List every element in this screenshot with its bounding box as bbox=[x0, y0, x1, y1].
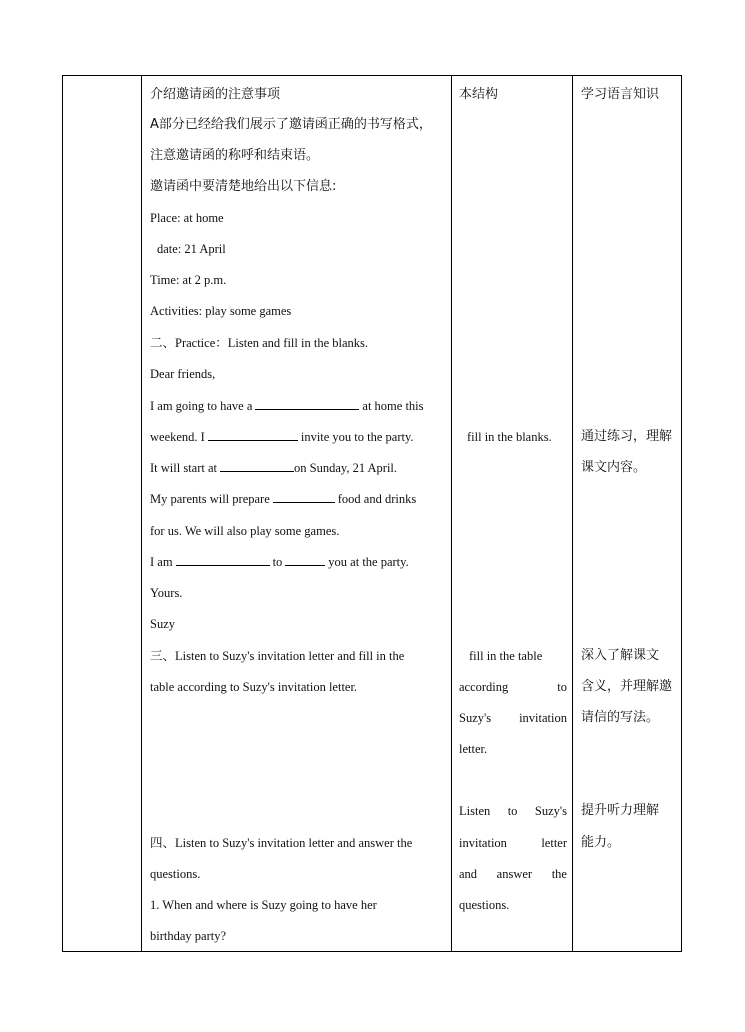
intro-title: 介绍邀请函的注意事项 bbox=[150, 87, 281, 102]
structure-listen-2 bbox=[459, 835, 567, 851]
letter-line-6-start: I am bbox=[150, 555, 173, 569]
structure-fill-table-3-text: Suzy's invitation bbox=[459, 711, 567, 725]
column-divider-1 bbox=[141, 76, 142, 951]
letter-greeting: Dear friends, bbox=[150, 367, 216, 381]
structure-fill-blanks: fill in the blanks. bbox=[467, 430, 552, 444]
info-time: Time: at 2 p.m. bbox=[150, 273, 227, 287]
letter-line-3-start: It will start at bbox=[150, 461, 217, 475]
letter-line-2-start: weekend. I bbox=[150, 430, 205, 444]
column-divider-2 bbox=[451, 76, 452, 951]
structure-fill-table-1 bbox=[469, 648, 567, 664]
knowledge-header: 学习语言知识 bbox=[581, 87, 660, 102]
knowledge-practice-2: 课文内容。 bbox=[581, 460, 647, 475]
knowledge-listening-2: 能力。 bbox=[581, 835, 621, 850]
structure-listen-3 bbox=[459, 866, 567, 882]
knowledge-letter-3: 请信的写法。 bbox=[581, 710, 660, 725]
letter-line-1-start: I am going to have a bbox=[150, 399, 253, 413]
structure-listen-2-text: invitation letter bbox=[459, 836, 567, 850]
info-place: Place: at home bbox=[150, 211, 224, 225]
table-cell-structure bbox=[459, 76, 567, 951]
structure-listen-1 bbox=[459, 803, 567, 819]
structure-fill-table-2-text: according to bbox=[459, 680, 567, 694]
info-activities: Activities: play some games bbox=[150, 304, 292, 318]
structure-fill-table-1-text: fill in the table bbox=[469, 649, 543, 663]
structure-fill-table-4: letter. bbox=[459, 742, 488, 756]
section-4-line-2: questions. bbox=[150, 867, 201, 881]
blank-1[interactable] bbox=[255, 398, 359, 410]
section-4-line-1: 四、Listen to Suzy's invitation letter and answer the bbox=[150, 836, 413, 850]
blank-6[interactable] bbox=[285, 554, 325, 566]
knowledge-practice-1: 通过练习，理解 bbox=[581, 429, 673, 444]
table-border-right bbox=[681, 76, 682, 951]
letter-line-6 bbox=[150, 554, 409, 570]
intro-line-2: 注意邀请函的称呼和结束语。 bbox=[150, 148, 320, 163]
question-1-line-1: 1. When and where is Suzy going to have her bbox=[150, 898, 377, 912]
letter-line-3-end: on Sunday, 21 April. bbox=[294, 461, 398, 475]
structure-listen-4: questions. bbox=[459, 898, 510, 912]
info-date: date: 21 April bbox=[157, 242, 226, 256]
intro-line-1: A部分已经给我们展示了邀请函正确的书写格式， bbox=[150, 117, 432, 132]
blank-2[interactable] bbox=[208, 429, 298, 441]
letter-line-5: for us. We will also play some games. bbox=[150, 524, 340, 538]
structure-listen-3-text: and answer the bbox=[459, 867, 567, 881]
section-3-line-2: table according to Suzy's invitation letter. bbox=[150, 680, 358, 694]
letter-line-2-end: invite you to the party. bbox=[300, 430, 414, 444]
letter-line-3 bbox=[150, 460, 397, 476]
structure-fill-table-3 bbox=[459, 710, 567, 726]
letter-line-6-end: you at the party. bbox=[328, 555, 409, 569]
letter-line-1-end: at home this bbox=[362, 399, 424, 413]
knowledge-letter-2: 含义，并理解邀 bbox=[581, 679, 673, 694]
section-3-line-1: 三、Listen to Suzy's invitation letter and fill in the bbox=[150, 649, 405, 663]
blank-5[interactable] bbox=[176, 554, 270, 566]
letter-closing: Yours. bbox=[150, 586, 183, 600]
table-cell-knowledge bbox=[581, 76, 677, 951]
structure-fill-table-2 bbox=[459, 679, 567, 695]
question-1-line-2: birthday party? bbox=[150, 929, 227, 943]
structure-listen-1-text: Listen to Suzy's bbox=[459, 804, 567, 818]
blank-3[interactable] bbox=[220, 460, 294, 472]
letter-line-4-start: My parents will prepare bbox=[150, 492, 270, 506]
knowledge-listening-1: 提升听力理解 bbox=[581, 803, 660, 818]
letter-line-2 bbox=[150, 429, 414, 445]
letter-signature: Suzy bbox=[150, 617, 175, 631]
column-divider-3 bbox=[572, 76, 573, 951]
letter-line-6-mid: to bbox=[272, 555, 283, 569]
letter-line-4 bbox=[150, 491, 416, 507]
letter-line-1 bbox=[150, 398, 424, 414]
blank-4[interactable] bbox=[273, 491, 335, 503]
letter-line-4-end: food and drinks bbox=[337, 492, 417, 506]
lesson-table bbox=[62, 75, 682, 952]
knowledge-letter-1: 深入了解课文 bbox=[581, 648, 660, 663]
intro-line-3: 邀请函中要清楚地给出以下信息: bbox=[150, 179, 337, 194]
structure-header: 本结构 bbox=[459, 87, 499, 102]
practice-title: 二、Practice：Listen and fill in the blanks. bbox=[150, 336, 369, 350]
table-cell-col1 bbox=[63, 76, 141, 951]
table-cell-content bbox=[150, 76, 446, 951]
